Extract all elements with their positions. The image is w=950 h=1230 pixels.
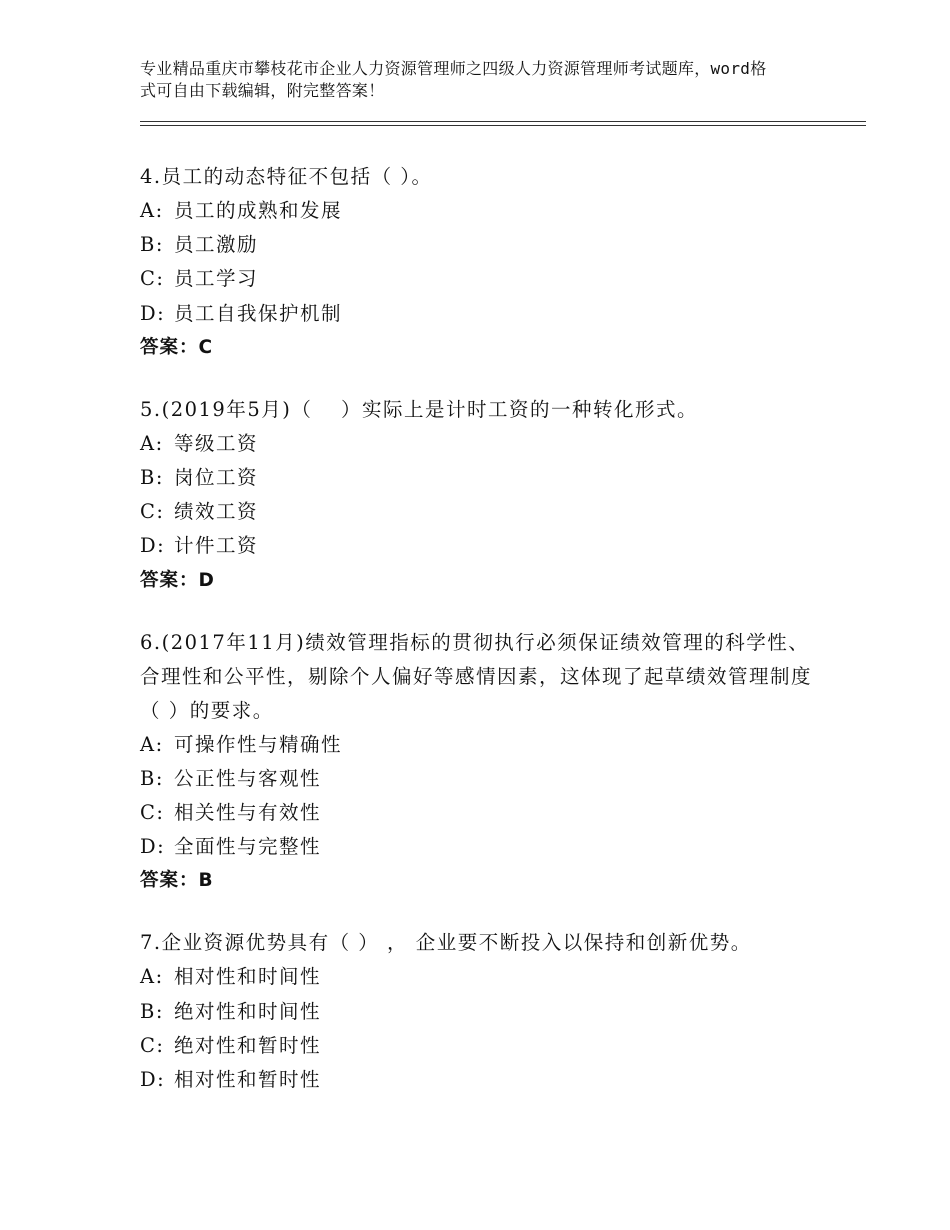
answer-line: 答案：D — [140, 569, 215, 591]
option-a — [140, 194, 820, 228]
option-c — [140, 1029, 820, 1063]
option-letter: A: — [140, 199, 164, 222]
option-b — [140, 228, 820, 262]
question-stem: 7.企业资源优势具有（ ） ， 企业要不断投入以保持和创新优势。 — [140, 931, 752, 955]
option-text: 相对性和暂时性 — [174, 1068, 322, 1092]
option-letter: B: — [140, 999, 164, 1023]
option-b — [140, 995, 820, 1029]
option-text: 计件工资 — [174, 534, 259, 558]
option-text: 全面性与完整性 — [174, 835, 322, 859]
answer-line: 答案：C — [140, 336, 214, 358]
question-stem: 4.员工的动态特征不包括（ ）。 — [140, 165, 433, 188]
header-divider-bottom — [140, 125, 866, 126]
option-letter: A: — [140, 965, 164, 989]
document-header-title: 专业精品重庆市攀枝花市企业人力资源管理师之四级人力资源管理师考试题库，word格式可自由下载编辑，附完整答案！ — [140, 59, 767, 100]
option-b — [140, 762, 820, 796]
option-letter: D: — [140, 835, 166, 859]
option-c — [140, 262, 820, 296]
option-letter: C: — [140, 500, 165, 524]
option-text: 相关性与有效性 — [174, 801, 322, 825]
option-letter: A: — [140, 431, 164, 455]
option-letter: D: — [140, 1068, 166, 1092]
header-divider-top — [140, 121, 866, 122]
option-text: 绝对性和时间性 — [174, 999, 322, 1023]
option-a — [140, 960, 820, 994]
option-letter: A: — [140, 732, 164, 756]
answer-line: 答案：B — [140, 870, 214, 892]
question-7 — [140, 926, 820, 1097]
option-letter: B: — [140, 233, 164, 257]
option-text: 相对性和时间性 — [174, 965, 322, 989]
option-text: 绝对性和暂时性 — [174, 1033, 322, 1057]
option-a — [140, 427, 820, 461]
question-6 — [140, 626, 820, 899]
option-letter: B: — [140, 466, 164, 490]
option-d — [140, 529, 820, 563]
option-d — [140, 830, 820, 864]
option-letter: C: — [140, 267, 165, 291]
option-letter: D: — [140, 301, 166, 325]
question-list — [140, 160, 820, 1125]
option-text: 等级工资 — [174, 431, 259, 455]
option-text: 可操作性与精确性 — [174, 732, 343, 756]
option-text: 员工激励 — [174, 233, 259, 257]
option-letter: B: — [140, 766, 164, 790]
question-5 — [140, 393, 820, 598]
option-letter: C: — [140, 801, 165, 825]
option-letter: D: — [140, 534, 166, 558]
option-a — [140, 728, 820, 762]
option-c — [140, 495, 820, 529]
option-text: 员工自我保护机制 — [174, 301, 343, 325]
option-d — [140, 1063, 820, 1097]
option-d — [140, 297, 820, 331]
option-text: 员工的成熟和发展 — [174, 199, 343, 222]
option-letter: C: — [140, 1033, 165, 1057]
option-text: 岗位工资 — [174, 466, 259, 490]
option-b — [140, 461, 820, 495]
question-4 — [140, 160, 820, 365]
question-stem: 5.(2019年5月)（ ）实际上是计时工资的一种转化形式。 — [140, 397, 699, 421]
option-c — [140, 796, 820, 830]
option-text: 公正性与客观性 — [174, 766, 322, 790]
option-text: 员工学习 — [174, 267, 259, 291]
question-stem: 6.(2017年11月)绩效管理指标的贯彻执行必须保证绩效管理的科学性、合理性和公平性，剔除个人偏好等感情因素，这体现了起草绩效管理制度（ ）的要求。 — [140, 630, 813, 722]
option-text: 绩效工资 — [174, 500, 259, 524]
